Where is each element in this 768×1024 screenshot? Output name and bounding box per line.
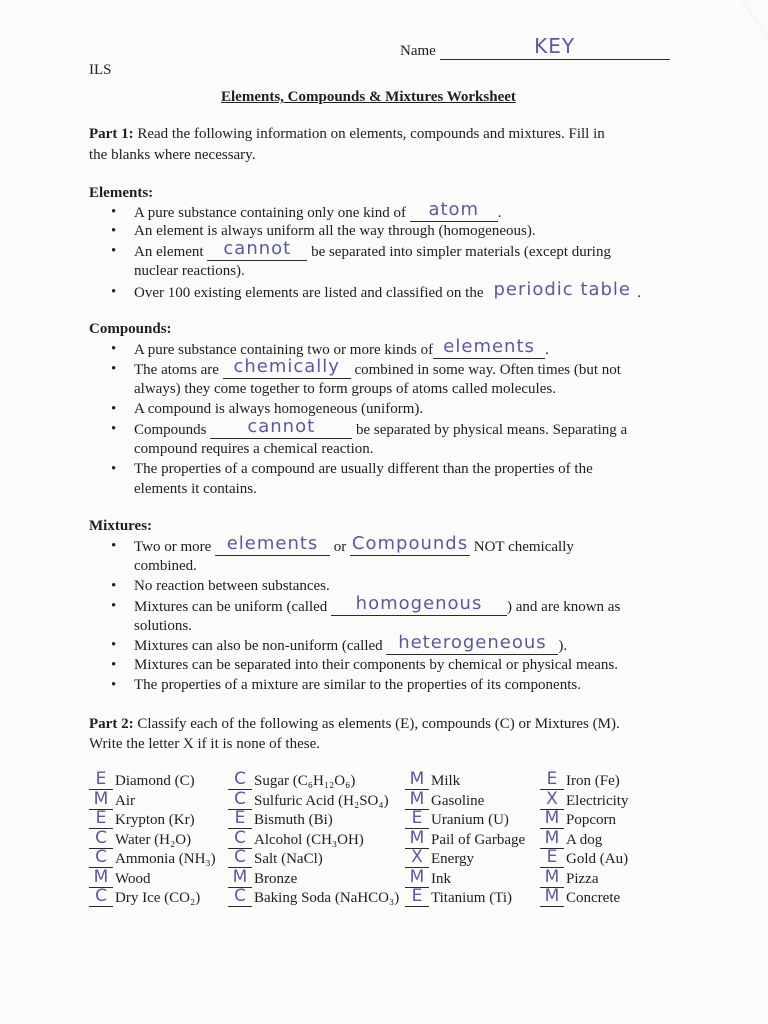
classify-item-label: Pail of Garbage xyxy=(431,831,526,848)
classify-item-label: Water (H₂O) xyxy=(115,831,192,848)
classify-answer-blank[interactable] xyxy=(405,847,429,868)
classify-answer-blank[interactable] xyxy=(228,769,252,790)
classify-item xyxy=(540,808,616,829)
compounds-b4-post: be separated by physical means. Separating a xyxy=(356,422,628,438)
mixtures-b1-blank-1[interactable] xyxy=(215,533,330,556)
mixtures-bullet-4 xyxy=(134,632,568,655)
name-label: Name xyxy=(400,43,436,59)
classify-item xyxy=(540,769,620,790)
classify-answer-blank[interactable] xyxy=(89,866,113,888)
classify-answer-blank[interactable] xyxy=(540,866,564,888)
classify-answer-blank[interactable] xyxy=(540,788,564,810)
mixtures-b3-blank[interactable] xyxy=(331,593,507,616)
classify-item-label: A dog xyxy=(566,831,603,848)
worksheet-title: Elements, Compounds & Mixtures Worksheet xyxy=(221,89,516,105)
class-label: ILS xyxy=(89,62,112,78)
classify-item-label: Ammonia (NH₃) xyxy=(115,851,216,867)
classify-answer: M xyxy=(544,827,560,848)
classify-item xyxy=(89,847,216,868)
classify-answer-blank[interactable] xyxy=(89,788,113,810)
classify-item-label: Pizza xyxy=(566,870,599,887)
name-blank[interactable] xyxy=(440,34,670,60)
classify-answer-blank[interactable] xyxy=(405,769,429,790)
compounds-b4-answer: cannot xyxy=(247,416,316,437)
classify-answer-blank[interactable] xyxy=(540,769,564,790)
mixtures-b1-answer-2: Compounds xyxy=(351,533,469,554)
mixtures-bullet-2: • No reaction between substances. xyxy=(134,578,330,595)
classify-answer-blank[interactable] xyxy=(540,827,564,849)
classify-item xyxy=(228,788,389,810)
classify-item xyxy=(89,827,192,849)
classify-item xyxy=(89,866,151,888)
elements-heading: Elements: xyxy=(89,185,154,201)
compounds-b2-post: combined in some way. Often times (but not xyxy=(354,362,621,378)
elements-b4-post: . xyxy=(637,285,641,301)
classify-item xyxy=(540,847,629,868)
classify-answer-blank[interactable] xyxy=(89,827,113,849)
classify-answer-blank[interactable] xyxy=(405,866,429,888)
mixtures-bullet-6: • The properties of a mixture are similar to the properties of its components. xyxy=(134,677,581,694)
classify-item-label: Krypton (Kr) xyxy=(115,812,195,828)
elements-bullet-2: • An element is always uniform all the way through (homogeneous). xyxy=(134,223,536,240)
classify-item-label: Titanium (Ti) xyxy=(431,890,513,906)
classify-answer-blank[interactable] xyxy=(405,886,429,907)
classify-answer: M xyxy=(232,866,248,887)
compounds-b2-answer: chemically xyxy=(233,356,340,377)
mixtures-bullet-3-cont: solutions. xyxy=(134,618,192,634)
mixtures-b1-answer-1: elements xyxy=(226,533,319,554)
elements-b1-answer: atom xyxy=(428,199,480,220)
classify-answer-blank[interactable] xyxy=(228,866,252,888)
classify-item-label: Uranium (U) xyxy=(431,812,509,828)
classify-item-label: Milk xyxy=(431,773,461,789)
classify-answer: E xyxy=(95,769,107,789)
classify-answer-blank[interactable] xyxy=(540,808,564,829)
classify-answer: X xyxy=(546,788,558,809)
classify-answer-blank[interactable] xyxy=(540,847,564,868)
compounds-bullet-1 xyxy=(134,336,549,359)
classify-answer: C xyxy=(234,788,246,809)
classify-item-label: Electricity xyxy=(566,792,629,809)
classify-answer: M xyxy=(544,866,560,887)
name-value: KEY xyxy=(534,34,576,58)
mixtures-heading: Mixtures: xyxy=(89,518,153,534)
mixtures-b4-post: ). xyxy=(558,638,568,654)
classify-answer: C xyxy=(234,769,246,789)
elements-bullet-4 xyxy=(134,279,641,302)
classify-item-label: Energy xyxy=(431,851,475,867)
classify-answer-blank[interactable] xyxy=(405,808,429,829)
mixtures-b1-post: NOT chemically xyxy=(473,539,574,555)
compounds-b4-text: Compounds xyxy=(134,422,207,438)
classify-answer-blank[interactable] xyxy=(228,847,252,868)
elements-b3-post: be separated into simpler materials (except during xyxy=(311,244,611,260)
classify-item-label: Wood xyxy=(115,870,151,887)
classify-item xyxy=(405,827,526,849)
classify-answer: M xyxy=(409,769,425,789)
part1-label: Part 1: xyxy=(89,126,134,142)
classify-item xyxy=(228,808,333,829)
classify-item xyxy=(228,866,298,888)
classify-item-label: Iron (Fe) xyxy=(566,773,620,789)
compounds-b1-post: . xyxy=(545,342,549,358)
classify-item-label: Baking Soda (NaHCO₃) xyxy=(254,890,400,906)
classify-answer: E xyxy=(411,808,423,828)
classify-item xyxy=(89,769,195,790)
mixtures-b1-text: Two or more xyxy=(134,539,212,555)
classify-answer: C xyxy=(95,886,107,906)
classify-answer: C xyxy=(234,886,246,906)
compounds-bullet-5: • The properties of a compound are usually different than the properties of the xyxy=(134,461,593,478)
classify-item-label: Alcohol (CH₃OH) xyxy=(254,831,364,848)
classify-answer: X xyxy=(411,847,423,867)
part1-text-2: the blanks where necessary. xyxy=(89,147,256,163)
mixtures-b1-mid: or xyxy=(333,539,347,555)
mixtures-bullet-5: • Mixtures can be separated into their components by chemical or physical means. xyxy=(134,657,618,674)
part2-instructions xyxy=(89,716,620,733)
compounds-b2-blank[interactable] xyxy=(223,356,351,379)
compounds-bullet-3: • A compound is always homogeneous (uniform). xyxy=(134,401,423,418)
classify-item xyxy=(228,886,400,907)
compounds-heading: Compounds: xyxy=(89,321,172,337)
classify-item-label: Diamond (C) xyxy=(115,773,195,789)
mixtures-b3-answer: homogenous xyxy=(355,593,483,614)
classify-answer: M xyxy=(93,788,109,809)
classify-item xyxy=(540,788,629,810)
classify-answer-blank[interactable] xyxy=(89,847,113,868)
compounds-bullet-2 xyxy=(134,356,621,379)
classify-item xyxy=(405,788,485,810)
classify-item xyxy=(228,847,323,868)
classify-answer: M xyxy=(544,808,560,828)
elements-b3-text: An element xyxy=(134,244,204,260)
elements-b3-blank[interactable] xyxy=(207,238,307,261)
classify-answer-blank[interactable] xyxy=(405,827,429,849)
mixtures-bullet-3 xyxy=(134,593,621,616)
classify-item-label: Gasoline xyxy=(431,792,485,809)
part1-instructions xyxy=(89,126,605,143)
compounds-b1-answer: elements xyxy=(443,336,535,357)
classify-item xyxy=(89,886,201,907)
classify-item-label: Popcorn xyxy=(566,812,616,828)
classify-item xyxy=(89,808,195,829)
classify-answer: C xyxy=(234,827,246,848)
classify-item xyxy=(540,827,603,849)
classify-answer: E xyxy=(411,886,423,906)
part2-label: Part 2: xyxy=(89,716,134,732)
classify-answer-blank[interactable] xyxy=(228,808,252,829)
classify-answer: E xyxy=(234,808,246,828)
classify-answer: E xyxy=(95,808,107,828)
classify-item xyxy=(228,769,356,790)
name-line xyxy=(400,34,670,60)
classify-answer-blank[interactable] xyxy=(228,827,252,849)
elements-b4-blank[interactable] xyxy=(487,279,637,302)
compounds-bullet-2-cont: always) they come together to form groups of atoms called molecules. xyxy=(134,381,556,397)
classify-answer-blank[interactable] xyxy=(89,886,113,907)
classify-item xyxy=(540,866,599,888)
classify-item-label: Sugar (C₆H₁₂O₆) xyxy=(254,773,356,789)
mixtures-b1-blank-2[interactable] xyxy=(350,533,470,556)
classify-answer: M xyxy=(544,886,560,906)
compounds-b2-text: The atoms are xyxy=(134,362,219,378)
elements-bullet-3-cont: nuclear reactions). xyxy=(134,263,245,279)
mixtures-b3-text: Mixtures can be uniform (called xyxy=(134,599,328,615)
classify-answer: M xyxy=(409,866,425,887)
mixtures-b4-blank[interactable] xyxy=(386,632,558,655)
classify-item xyxy=(405,866,451,888)
classify-item-label: Gold (Au) xyxy=(566,851,629,867)
mixtures-b4-answer: heterogeneous xyxy=(398,632,547,653)
classify-answer-blank[interactable] xyxy=(89,769,113,790)
classify-answer: C xyxy=(95,847,107,867)
page-corner-fold xyxy=(691,0,768,40)
classify-answer: M xyxy=(409,788,425,809)
compounds-bullet-4 xyxy=(134,416,628,439)
part2-text-1: Classify each of the following as elements (E), compounds (C) or Mixtures (M). xyxy=(137,716,620,732)
classify-item xyxy=(540,886,621,907)
compounds-bullet-4-cont: compound requires a chemical reaction. xyxy=(134,441,374,457)
classify-answer: E xyxy=(546,769,558,789)
classify-item-label: Ink xyxy=(431,870,451,887)
classify-item xyxy=(228,827,364,849)
classify-item-label: Dry Ice (CO₂) xyxy=(115,890,201,906)
classify-answer: M xyxy=(93,866,109,887)
classify-item-label: Bronze xyxy=(254,870,298,887)
elements-b3-answer: cannot xyxy=(223,238,292,259)
elements-b1-blank[interactable] xyxy=(410,199,498,222)
elements-b4-text: Over 100 existing elements are listed and classified on the xyxy=(134,285,484,301)
compounds-b1-blank[interactable] xyxy=(433,336,545,359)
mixtures-b4-text: Mixtures can also be non-uniform (called xyxy=(134,638,383,654)
classify-item xyxy=(405,769,461,790)
part1-text-1: Read the following information on elements, compounds and mixtures. Fill in xyxy=(137,126,605,142)
classify-answer: M xyxy=(409,827,425,848)
classify-item xyxy=(405,886,513,907)
classify-item-label: Salt (NaCl) xyxy=(254,851,323,867)
classify-item xyxy=(405,808,509,829)
compounds-b4-blank[interactable] xyxy=(210,416,352,439)
mixtures-bullet-1 xyxy=(134,533,574,556)
classify-item xyxy=(89,788,135,810)
classify-item-label: Concrete xyxy=(566,890,621,906)
classify-answer-blank[interactable] xyxy=(405,788,429,810)
elements-bullet-1 xyxy=(134,199,502,222)
elements-b1-text: A pure substance containing only one kind of xyxy=(134,205,407,221)
classify-answer-blank[interactable] xyxy=(540,886,564,907)
elements-bullet-3 xyxy=(134,238,611,261)
elements-b1-post: . xyxy=(497,205,502,221)
classify-answer: C xyxy=(95,827,107,848)
mixtures-bullet-1-cont: combined. xyxy=(134,558,197,574)
classify-item-label: Air xyxy=(115,792,135,809)
classify-item-label: Bismuth (Bi) xyxy=(254,812,333,828)
classify-item xyxy=(405,847,475,868)
classify-answer-blank[interactable] xyxy=(89,808,113,829)
compounds-bullet-5-cont: elements it contains. xyxy=(134,481,257,497)
classify-answer: E xyxy=(546,847,558,867)
compounds-b1-text: A pure substance containing two or more kinds of xyxy=(134,342,434,358)
classify-answer-blank[interactable] xyxy=(228,788,252,810)
classify-answer-blank[interactable] xyxy=(228,886,252,907)
mixtures-b3-post: ) and are known as xyxy=(507,599,621,615)
classify-answer: C xyxy=(234,847,246,867)
elements-b4-answer: periodic table xyxy=(493,279,632,300)
part2-text-2: Write the letter X if it is none of these. xyxy=(89,736,320,752)
classify-item-label: Sulfuric Acid (H₂SO₄) xyxy=(254,792,389,809)
